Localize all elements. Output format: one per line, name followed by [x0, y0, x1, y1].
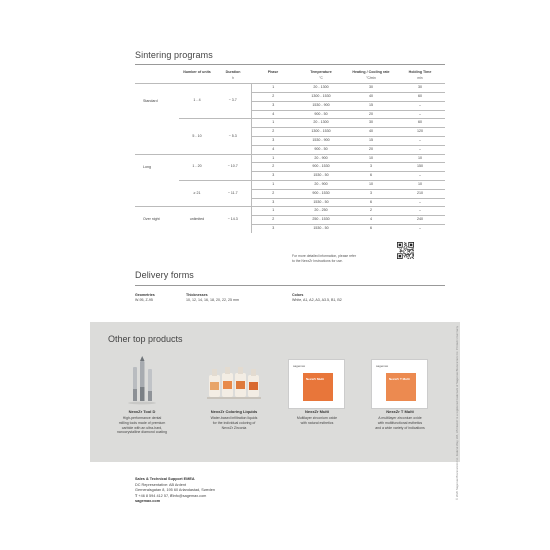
temperature: 1530 - 900 — [295, 136, 347, 145]
phase: 1 — [251, 119, 295, 128]
desc-line: with natural esthetics — [300, 420, 334, 425]
phase: 4 — [251, 145, 295, 154]
note-line-2: to the NexxZr Instructions for use. — [292, 259, 343, 263]
delivery-geometries — [135, 293, 155, 303]
product-box-multi — [288, 359, 345, 409]
desc-line: nanocrystalline diamond coating — [116, 430, 167, 435]
holding-time: – — [395, 136, 445, 145]
delivery-thicknesses — [186, 293, 239, 303]
number-of-units: ≥ 21 — [179, 180, 215, 206]
heating-rate: 4 — [347, 216, 395, 225]
qr-code-icon[interactable] — [397, 242, 414, 259]
phase: 3 — [251, 136, 295, 145]
heating-rate: 40 — [347, 128, 395, 137]
number-of-units: unlimited — [179, 207, 215, 233]
sintering-rule — [135, 64, 445, 65]
duration: ~ 11.7 — [215, 180, 251, 206]
temperature: 250 - 1530 — [295, 216, 347, 225]
temperature: 900 - 1530 — [295, 163, 347, 172]
unit-duration: h — [232, 76, 234, 81]
heating-rate: 6 — [347, 224, 395, 232]
duration: ~ 10.7 — [215, 154, 251, 180]
email-link[interactable]: info@sagemax.com — [172, 493, 207, 498]
program-name: Long — [135, 154, 179, 180]
temperature: 20 - 1300 — [295, 119, 347, 128]
holding-time: 60 — [395, 119, 445, 128]
heating-rate: 3 — [347, 189, 395, 198]
col-temperature: Temperature — [310, 70, 332, 74]
heating-rate: 20 — [347, 110, 395, 119]
sintering-row — [135, 180, 445, 189]
copy-line: Printed in Germany — [455, 325, 459, 351]
product-desc — [106, 416, 178, 435]
phase: 3 — [251, 198, 295, 207]
temperature: 1300 - 1530 — [295, 93, 347, 102]
temperature: 900 - 1530 — [295, 189, 347, 198]
product-desc — [198, 416, 270, 430]
program-name — [135, 180, 179, 206]
sintering-note — [292, 254, 372, 264]
holding-time: 150 — [395, 163, 445, 172]
temperature: 900 - 50 — [295, 110, 347, 119]
geometries-value: W-95, Z-95 — [135, 298, 153, 303]
phase: 3 — [251, 224, 295, 232]
phase: 1 — [251, 84, 295, 93]
note-line-1: For more detailed information, please refer — [292, 254, 357, 258]
holding-time: 10 — [395, 154, 445, 163]
copy-line: © 2020 Sagemax Bioceramics Inc. Federal Way, WA, US — [455, 429, 459, 500]
heating-rate: 6 — [347, 172, 395, 181]
temperature: 1530 - 50 — [295, 198, 347, 207]
footer-line-2: Gerneralsgatan 8, 195 60 Arlandastad, Sweden — [135, 488, 216, 493]
phase: 2 — [251, 216, 295, 225]
temperature: 20 - 1300 — [295, 84, 347, 93]
email-label: E — [170, 493, 173, 498]
tel-value[interactable]: +46 8 594 412 57, — [138, 493, 170, 498]
thicknesses-value: 10, 12, 14, 16, 18, 20, 22, 25 mm — [186, 298, 239, 303]
heating-rate: 30 — [347, 119, 395, 128]
holding-time: 240 — [395, 216, 445, 225]
holding-time: 210 — [395, 189, 445, 198]
program-name: Standard — [135, 84, 179, 119]
col-phase: Phase — [267, 70, 279, 74]
unit-temperature: °C — [319, 76, 323, 81]
phase: 2 — [251, 93, 295, 102]
holding-time: – — [395, 207, 445, 216]
holding-time: 10 — [395, 180, 445, 189]
sintering-row — [135, 84, 445, 93]
product-coloring-liquids[interactable] — [196, 353, 272, 455]
colors-value: White, A1, A2, A3, A3.5, B1, B2 — [292, 298, 342, 303]
tel-label: T — [135, 493, 138, 498]
heating-rate: 6 — [347, 198, 395, 207]
holding-time: – — [395, 145, 445, 154]
product-name: NexxZr T Multi — [386, 409, 414, 414]
holding-time: 120 — [395, 128, 445, 137]
heating-rate: 15 — [347, 101, 395, 110]
heating-rate: 15 — [347, 136, 395, 145]
delivery-colors — [292, 293, 342, 303]
desc-line: A multilayer zirconium oxide — [378, 416, 422, 420]
box-label: NexxZr Multi — [306, 377, 325, 381]
phase: 1 — [251, 154, 295, 163]
delivery-rule — [135, 285, 445, 286]
product-desc — [281, 416, 353, 426]
colors-label: Colors — [292, 293, 304, 297]
footer-contact — [135, 477, 215, 505]
temperature: 1530 - 50 — [295, 172, 347, 181]
holding-time: – — [395, 101, 445, 110]
phase: 2 — [251, 128, 295, 137]
duration: ~ 3.7 — [215, 84, 251, 119]
milling-tool-icon — [111, 353, 173, 409]
phase: 1 — [251, 180, 295, 189]
holding-time: 30 — [395, 84, 445, 93]
temperature: 1530 - 900 — [295, 101, 347, 110]
holding-time: – — [395, 172, 445, 181]
product-desc — [364, 416, 436, 430]
geometries-label: Geometries — [135, 293, 155, 297]
product-t-multi[interactable] — [362, 353, 438, 455]
desc-line: for the individual coloring of — [212, 420, 256, 425]
coloring-liquid-bottles-icon — [203, 353, 265, 409]
phase: 3 — [251, 172, 295, 181]
product-name: NexxZr Tool D — [128, 409, 156, 414]
box-brand: sagemax — [376, 364, 389, 368]
number-of-units: 5 - 10 — [179, 119, 215, 154]
product-multi[interactable] — [279, 353, 355, 455]
heating-rate: 3 — [347, 163, 395, 172]
desc-line: and a wide variety of indications — [375, 425, 425, 430]
desc-line: Water-based infiltration liquids — [210, 416, 258, 420]
thicknesses-label: Thicknesses — [186, 293, 208, 297]
number-of-units: 1 - 20 — [179, 154, 215, 180]
phase: 2 — [251, 163, 295, 172]
sintering-title: Sintering programs — [135, 50, 213, 60]
desc-line: High-performance dental — [122, 416, 162, 420]
box-orange-disc — [386, 373, 416, 401]
box-brand: sagemax — [293, 364, 306, 368]
footer-heading: Sales & Technical Support EMEA — [135, 477, 195, 481]
phase: 1 — [251, 207, 295, 216]
unit-holding: min — [417, 76, 423, 81]
desc-line: with multifunctional esthetics — [377, 420, 423, 425]
col-units: Number of units — [183, 70, 211, 74]
col-duration: Duration — [225, 70, 241, 74]
product-tool-d[interactable] — [104, 353, 180, 455]
product-name: NexxZr Coloring Liquids — [210, 409, 258, 414]
heating-rate: 30 — [347, 84, 395, 93]
product-box-t-multi — [371, 359, 428, 409]
phase: 2 — [251, 189, 295, 198]
temperature: 1300 - 1530 — [295, 128, 347, 137]
duration: ~ 14.3 — [215, 207, 251, 233]
heating-rate: 2 — [347, 207, 395, 216]
desc-line: Multilayer zirconium oxide — [296, 416, 338, 420]
products-title: Other top products — [108, 334, 183, 344]
box-label: NexxZr T Multi — [389, 377, 410, 381]
heating-rate: 40 — [347, 93, 395, 102]
heating-rate: 10 — [347, 180, 395, 189]
delivery-title: Delivery forms — [135, 270, 194, 280]
sintering-row — [135, 119, 445, 128]
program-name — [135, 119, 179, 154]
number-of-units: 1 - 4 — [179, 84, 215, 119]
desc-line: milling tools made of premium — [118, 420, 166, 425]
temperature: 1530 - 50 — [295, 224, 347, 232]
footer-line-1: DC Representative: AB Ardent — [135, 482, 187, 487]
phase: 4 — [251, 110, 295, 119]
sintering-row — [135, 207, 445, 216]
temperature: 900 - 50 — [295, 145, 347, 154]
heating-rate: 20 — [347, 145, 395, 154]
holding-time: – — [395, 110, 445, 119]
temperature: 20 - 900 — [295, 154, 347, 163]
copy-line: NexxZr is a registered trademark of Sagemax Bioceramics Inc. — [455, 350, 459, 429]
program-name: Over night — [135, 207, 179, 233]
sintering-row — [135, 154, 445, 163]
side-copyright — [448, 325, 459, 500]
desc-line: NexxZr Zirconia — [221, 425, 247, 430]
box-orange-disc — [303, 373, 333, 401]
desc-line: carbide with an ultra-hard, — [121, 425, 163, 430]
col-holding: Holding Time — [408, 70, 432, 74]
temperature: 20 - 250 — [295, 207, 347, 216]
website-link[interactable]: sagemax.com — [135, 499, 161, 504]
unit-rate: °C/min — [366, 76, 376, 81]
phase: 3 — [251, 101, 295, 110]
holding-time: – — [395, 224, 445, 232]
duration: ~ 5.3 — [215, 119, 251, 154]
product-name: NexxZr Multi — [304, 409, 329, 414]
col-rate: Heating / Cooling rate — [352, 70, 390, 74]
copyright-text — [456, 326, 459, 500]
holding-time: 60 — [395, 93, 445, 102]
temperature: 20 - 900 — [295, 180, 347, 189]
heating-rate: 10 — [347, 154, 395, 163]
sintering-table — [135, 70, 445, 233]
holding-time: – — [395, 198, 445, 207]
